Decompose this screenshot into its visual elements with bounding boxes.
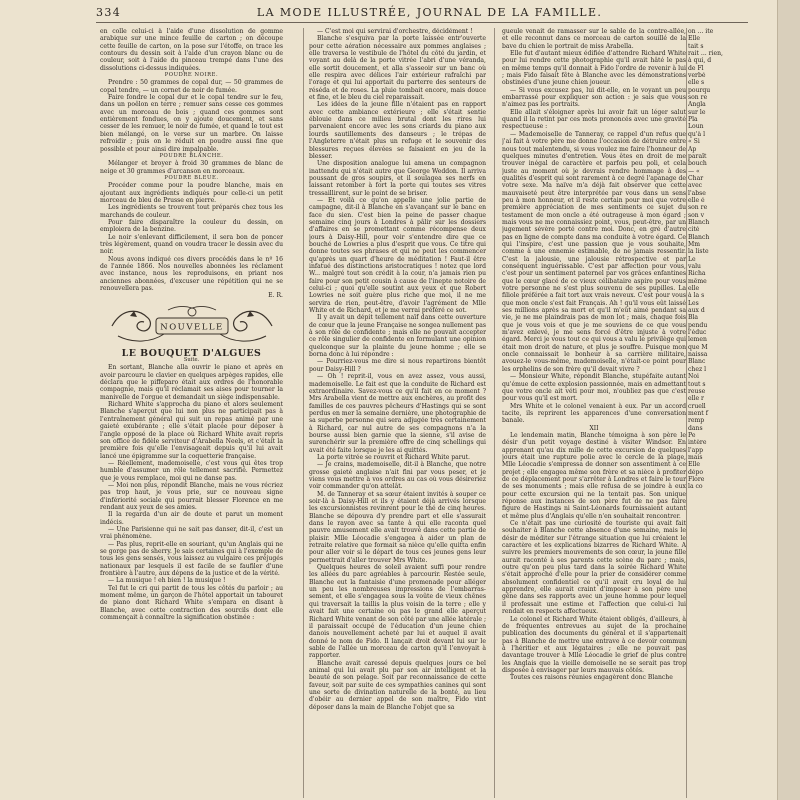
text-fragment: remp — [688, 417, 705, 425]
paragraph: Blanche s'esquiva par la porte laissée entr'ouverte pour cette aération nécessaire aux pommes anglaises ; elle traversa le vestibule de l'hôtel du côté du jardin, et voyant au delà de la porte vitrée l'abri d'une véranda, elle sortit doucement, et alla s'asseoir sur un banc où elle respira avec délices l'air extérieur rafraîchi par l'orage et qui lui apportait du parterre des senteurs de réséda et de roses. La pluie tombait encore, mais douce et fine, et le bleu du ciel reparaissait. — [309, 35, 486, 102]
text-fragment: elle é — [688, 196, 705, 204]
text-fragment: intère — [688, 439, 707, 447]
text-fragment: dépo — [688, 468, 704, 476]
text-fragment: Mm — [688, 240, 701, 248]
paragraph: — Et voilà ce qu'on appelle une jolie partie de campagne, dit-il à Blanche en s'avançant sur le banc en face du sien. C'est bien la peine de passer chaque semaine cinq jours à Londres à pâlir sur les dossiers d'affaires en se promettant comme récompense deux jours à Daisy-Hill, pour voir s'entendre dire que ce bouché de Lowries a plus d'esprit que vous. Ce titre qui donne toutes ses phrases et qui ne peut les commencer qu'après un quart d'heure de méditation ! Faut-il être infatué des distinctions aristocratiques ! notez que lord W... malgré tout son crédit à la cour, n'a jamais rien pu faire pour son petit cousin à cause de l'inepte notoire de celui-ci ; quoi qu'elle soutint aux yeux et que Robert Lowries ne soit guère plus riche que moi, il ne me servira de rien, peut-être, d'avoir l'agrément de Mlle White et de Richard, et je me verrai préféré ce sot. — [309, 196, 486, 315]
paragraph: Mrs White et le colonel venaient à eux. Par un accord tacite, ils reprirent les apparences d'une conversation banale. — [502, 402, 686, 425]
text-fragment: la liste — [688, 248, 709, 256]
text-fragment: Pe — [688, 431, 696, 439]
page-number: 334 — [96, 6, 122, 19]
paragraph: Le colonel et Richard White étaient obligés, d'ailleurs, à de fréquentes entrevues au sujet de la prochaine publication des documents du général et il s'appartenait pas à Blanche de mettre une entrave à ce devoir commun à l'héritier et aux légataires ; elle ne pouvait pas davantage trouver à Mlle Léocadie le grief de plus contre les Anglais que la vieille demoiselle ne se serait pas trop disposée à envisager par leurs mauvais côtés. — [502, 615, 686, 674]
paragraph: — Oh ! reprit-il, vous en avez assez, vous aussi, mademoiselle. Le fait est que la conduite de Richard est extraordinaire. Savez-vous ce qu'il fait en ce moment ? Mrs Arabella vient de mettre aux enchères, au profit des familles de ces pauvres pêcheurs d'Hastings qui se sont perdus en mer la semaine dernière, une photographie de sa superbe personne qui sera adjugée très certainement à Richard, car nul autre de ses compagnons n'a la bourse aussi bien garnie que la sienne, s'il avise de surenchérir sur la première offre de cinq schellings qui avait été faite lorsque je les ai quittés. — [309, 373, 486, 454]
text-fragment: Elle — [688, 35, 700, 43]
text-fragment: Blanc — [688, 358, 706, 366]
text-fragment: même — [688, 277, 707, 285]
text-fragment: Noi — [688, 373, 699, 381]
text-fragment: « Si — [688, 138, 700, 146]
paragraph: — Monsieur White, répondit Blanche, stupéfaite autant qu'émue de cette explosion passionnée, mais en admettant que votre oncle ait véti pour moi, n'oubliez pas que c'est pour vous qu'il est mort. — [502, 373, 686, 403]
paragraph: — Pas plus, reprit-elle en souriant, qu'un Anglais qui ne se gorge pas de sherry. Je sais certaines qui à l'exemple de tous les gens sensés, vous laissez au vulgaire ces préjugés nationaux par lesquels il est facile de se faufiler d'une frontière à l'autre, aux dépens de la justice et de la vérité. — [100, 540, 283, 578]
paragraph: gueule venait de ramasser sur le sable de la contre-allée, et elle reconnut dans ce morceau de carton souillé de la bave du chien le portrait de miss Arabella. — [502, 28, 686, 50]
text-fragment: Ap — [688, 145, 697, 153]
text-fragment: elle s — [688, 79, 705, 87]
column-3 — [502, 28, 686, 796]
paragraph: — Si vous excusez pas, lui dit-elle, en le voyant un peu embarrassé pour expliquer son action : je sais que vous n'aimez pas les portraits. — [502, 86, 686, 109]
header-rule — [96, 22, 748, 23]
text-fragment: la co — [688, 483, 703, 491]
banner-label: NOUVELLE — [159, 322, 224, 333]
paragraph: — Mademoiselle de Tanneray, ce rappel d'un refus que j'ai fait à votre père me donne l'occasion de détruire entre nous tout malentendu, si vous voulez me faire l'honneur de quelques minutes d'entretien. Vous êtes en droit de me trouver inégal de caractère et parfois peu poli, et cela juste au moment où je devrais rendre hommage à des qualités d'esprit qui sont rarement à ce degré l'apanage de votre sexe. Ma naïve m'a déjà fait observer que cette mauvaiseté peut être interprétée par vous dans un sens peu à mon honneur, et il reste certain pour moi que votre première appréciation de mes sentiments ce sujet du testament de mon oncle a été outrageuse à mon égard ; mais vous ne me connaissiez point, vous, peut-être, par un jugement sévère porté contre moi. Donc, en gré d'autre pas en ligne de compte dans ma conduite à votre égard. Ce qui l'inspire, c'est une passion que je vous souhaite, comme à une ennemie estimable, de ne jamais ressentir. C'est la jalousie, une jalousie rétrospective et par conséquent inguérissable. C'est par affection pour vous, c'est pour un sentiment paternel par vos grâces enfantines que le cœur glacé de ce vieux célibataire aspire pour vous votre personne ne s'est plus souvenu de ses pupilles. La filiole préférée a fait tort aux vrais neveux. C'est pour vous que mon oncle s'est fait Français. Ah ! qu'il vous eût laissé ses millions après sa mort et qu'il m'eût aimé pendant sa vie, je ne me plaindrais pas de mon lot ; mais, chaque fois que je vous vois et que je me souviens de ce que vous m'avez enlevé, je me sens forcé d'être injuste à votre égard. Merci je vous tout ce qui vous a valu le privilège qui était mon droit de nature, et plus je souffre. Puisque mon oncle connaissait le bonheur à sa carrière militaire, avouez-le vous-même, mademoiselle, n'était-ce point pour les orphelins de son frère qu'il devait vivre ? — [502, 130, 686, 373]
text-fragment: à la s — [688, 292, 705, 300]
text-fragment: à qui, d — [688, 57, 712, 65]
story-title: LE BOUQUET D'ALGUES — [121, 347, 262, 359]
paragraph: Elle fut d'autant mieux édifiée d'attendre Richard White pour lui rendre cette photographie qu'il avait hâté le pas en même temps qu'il donnait à Fido l'ordre de revenir à lui ; mais Fido faisait fête à Blanche avec les démonstrations obstinées d'une jeune chien joueur. — [502, 50, 686, 87]
text-fragment: bouch — [688, 160, 707, 168]
page-edge-shadow — [777, 0, 800, 800]
paragraph: — Pourriez-vous me dire si nous repartirons bientôt pour Daisy-Hill ? — [309, 358, 486, 373]
text-fragment: qu'à l — [688, 130, 706, 138]
text-fragment: tait s — [688, 42, 704, 50]
column-divider — [686, 28, 687, 798]
paragraph: Il la regarda d'un air de doute et parut un moment indécis. — [100, 511, 283, 526]
paragraph: Pour faire disparaître la couleur du dessin, on emploiera de la benzine. — [100, 218, 283, 234]
paragraph: Faire fondre le copal dur et le copal tendre sur le feu, dans un poêlon en terre ; remuer sans cesse ces gommes avec un morceau de bois ; quand ces gommes sont entièrement fondues, on y ajoute doucement, et sans cesser de les remuer, le noir de fumée, et quand le tout est bien mélangé, on le verse sur un marbre. On laisse refroidir ; puis on le réduit en poudre aussi fine que possible et pour ainsi dire impalpable. — [100, 94, 283, 153]
text-fragment: Elle — [688, 461, 700, 469]
paragraph: Le noir s'enlevant difficilement, il sera bon de poncer très légèrement, quand on voudra tracer le dessin avec du noir. — [100, 233, 283, 256]
page-header — [96, 6, 748, 22]
ornament-banner-graphic — [108, 304, 276, 348]
text-fragment: Angla — [688, 101, 706, 109]
text-fragment: sur le — [688, 108, 706, 116]
paragraph: M. de Tanneray et sa sœur étaient invités à souper ce soir-là à Daisy-Hill et ils y étaient déjà arrivés lorsque les excursionnistes revinrent pour le thé de cinq heures. Blanche se dépouva d'y prendre part et elle s'assurait dans le rayon avec sa tante à qui elle raconta quel pauvre amusement elle avait trouvé dans cette partie de plaisir. Mlle Léocadie s'engagea à aider un plan de retraite relative que formait sa nièce qu'elle quitta enfin pour aller voir si le départ de tous ces jeunes gens leur permettrait d'aller trouver Mrs White. — [309, 490, 486, 564]
column-4-partial — [688, 28, 772, 796]
journal-title: LA MODE ILLUSTRÉE, JOURNAL DE LA FAMILLE. — [256, 6, 603, 19]
text-fragment: de Fl — [688, 64, 704, 72]
paragraph: — Une Parisienne qui ne sait pas danser, dit-il, c'est un vrai phénomène. — [100, 525, 283, 541]
text-fragment: Flore — [688, 475, 705, 483]
section-heading: POUDRE BLANCHE. — [159, 152, 224, 159]
text-fragment: l'abse — [688, 189, 706, 197]
paragraph: — Réellement, mademoiselle, c'est vous qui êtes trop humble d'assumer un rôle tellement sacrifié. Permettez que je vous remplace, moi qui ne danse pas. — [100, 459, 283, 482]
text-fragment: avec — [688, 182, 703, 190]
text-fragment: l'éduc — [688, 329, 707, 337]
paragraph: Une disposition analogue lui amena un compagnon inattendu qui n'était autre que George Weddon. Il arriva poussant de gros soupirs, et il soulagea ses nerfs en laissant retomber à fort la porte qui toutes ses vitres tressaillirent, sur le point de se briser. — [309, 160, 486, 197]
column-1 — [100, 28, 283, 796]
text-fragment: on ... ite — [688, 28, 714, 35]
paragraph: Blanche avait caressé depuis quelques jours ce bel animal qui lui avait plu par son air intelligent et la beauté de son pelage. Soit par reconnaissance de cette faveur, soit par suite de ces sympathies canines qui sont une sorte de divination naturelle de la bonté, au lieu d'obéir au dernier appel de son maître, Fido vint déposer dans la main de Blanche l'objet que sa — [309, 659, 486, 711]
text-fragment: Pla — [688, 116, 698, 124]
text-fragment: cité — [688, 226, 700, 234]
paragraph: — La musique ! eh bien ! la musique ! — [108, 577, 226, 585]
paragraph: Prendre : 50 grammes de copal dur, — 50 grammes de copal tendre, — un cornet de noir de fumée. — [100, 79, 283, 94]
paragraph: En sortant, Blanche alla ouvrir le piano et après en avoir parcouru le clavier en quelques arpèges rapides, elle déclara que le piffераro était aux ordres de l'honorable compagnie, mais qu'il réclamait ses aises pour tourner la manivelle de l'orgue et demandait un siège indispensable. — [100, 364, 283, 401]
text-fragment: valu — [688, 263, 701, 270]
text-fragment: — « — [688, 167, 700, 175]
text-fragment: l'app — [688, 446, 704, 454]
chapter-number: XII — [589, 424, 599, 432]
text-fragment: son v — [688, 211, 705, 219]
text-fragment: paraît — [688, 152, 707, 160]
paragraph: Procéder comme pour la poudre blanche, mais en ajoutant aux ingrédients indiqués pour celle-ci un petit morceau de bleu de Prusse en pierre. — [100, 182, 283, 204]
text-fragment: tout s — [688, 380, 706, 388]
text-fragment: reuse — [688, 387, 706, 395]
paragraph: Mélanger et broyer à froid 30 grammes de blanc de neige et 30 grammes d'arcanson en morceaux. — [100, 160, 283, 175]
paragraph: — Moi non plus, répondit Blanche, mais ne vous récriez pas trop haut, je vous prie, sur ce nouveau signe d'infériorité sociale qui pourrait blesser Florence en me rendant aux yeux de ses amies. — [100, 481, 283, 511]
text-fragment: Bla — [688, 314, 699, 322]
text-fragment: rait ... rien, — [688, 50, 723, 58]
text-fragment: pourqu — [688, 86, 711, 94]
paragraph: — Je crains, mademoiselle, dit-il à Blanche, que notre grosse gaieté anglaise n'ait fini par vous peser, et je viens vous mettre à vos ordres au cas où vous désireriez voir commander qu'on attelât. — [309, 461, 486, 491]
text-fragment: Les — [688, 299, 699, 307]
paragraph: Tel fut le cri qui partit de tous les côtés du parloir ; au moment même, un garçon de l'hôtel apportait un tabouret de piano dont Richard White s'empara en disant à Blanche, avec cette contraction des sourcils dont elle commençait à connaître la signification obstinée : — [100, 584, 283, 622]
column-divider — [303, 28, 304, 798]
text-fragment: que M — [688, 343, 708, 351]
section-heading: POUDRE BLEUE. — [164, 174, 219, 181]
text-fragment: lemen — [688, 336, 707, 344]
paragraph: La porte vitrée se rouvrit et Richard White parut. — [317, 453, 470, 461]
text-fragment: Le — [688, 255, 696, 263]
text-fragment: elle r — [688, 395, 704, 403]
column-divider — [494, 28, 495, 798]
text-fragment: elle — [688, 285, 700, 293]
paragraph: — C'est moi qui servirai d'orchestre, décidément ! — [317, 28, 473, 35]
paragraph: Nous avons indiqué ces divers procédés dans le nº 16 de l'année 1866. Nos nouvelles abonnées les réclament avec instance, nous les reproduisons, en priant nos anciennes abonnées, d'excuser une répétition qui ne se renouvellera pas. — [100, 255, 283, 293]
text-fragment: Char — [688, 174, 704, 182]
text-fragment: ment f — [688, 409, 708, 417]
paragraph: Toutes ces raisons réunies engagèrent donc Blanche — [510, 674, 673, 682]
text-fragment: verbé — [688, 72, 706, 80]
text-fragment: aux d — [688, 307, 705, 315]
paragraph: en colle celui-ci à l'aide d'une dissolution de gomme arabique sur une mince feuille de carton ; on découpe cette feuille de carton, on la pose sur l'étoffe, on trace les contours du dessin soit à l'aide d'un crayon blanc ou de couleur, soit à l'aide du pinceau trempé dans l'une des dissolutions ci-dessus indiquées. — [100, 28, 283, 72]
article-signature: E. R. — [268, 292, 283, 300]
text-fragment: dans — [688, 424, 703, 432]
text-fragment: chez l — [688, 365, 707, 373]
paragraph: Ce n'était pas une curiosité de touriste qui avait fait souhaiter à Blanche cette absence d'une semaine, mais le désir de méditer sur l'étrange situation que lui créaient le caractère et les explications bizarres de Richard White. A suivre les premiers mouvements de son cœur, la jeune fille aurait raconté à ses parents cette scène du parc ; mais, outre qu'on peu plus tard dans la soirée Richard White s'était approché d'elle pour la prier de considérer comme absolument confidentiel ce qu'il avait cru loyal de lui apprendre, elle aurait craint d'imposer à son père une gêne dans ses rapports avec un jeune homme pour lequel il professait une estime et l'affection que celui-ci lui rendait en respects affectueux. — [502, 520, 686, 616]
paragraph: Elle allait s'éloigner après lui avoir fait un léger salut quand il la retint par ces mots prononcés avec une gravité respectueuse : — [502, 108, 686, 131]
text-fragment: Blanch — [688, 233, 710, 241]
text-fragment: Loun — [688, 123, 704, 131]
text-fragment: Richa — [688, 270, 706, 278]
text-fragment: son re — [688, 94, 708, 102]
paragraph: Le lendemain matin, Blanche témoigna à son père le désir d'un petit voyage destiné à visiter Windsor. En apprenant qu'au dix mille de cette excursion de quelques jours était une rupture polie avec le cercle de la plage, Mlle Léocadie s'empressa de donner son assentiment à ce projet ; elle engagea même son frère et sa nièce à profiter de ce déplacement pour s'arrêter à Londres et faire le tour de ses monuments ; mais elle refusa de se joindre à eux pour cette excursion qui ne la tentait pas. Son unique réponse aux instances de son père fut de ne pas faire figure de Hastings ni Saint-Léonards fournissaient autant et même plus d'Anglais qu'elle n'en souhaitait rencontrer. — [502, 431, 686, 520]
text-fragment: pendu — [688, 321, 708, 329]
text-fragment: cruell — [688, 402, 706, 410]
paragraph: Richard White s'approcha du piano et alors seulement Blanche s'aperçut que lui non plus ne participait pas à l'entraînement général qui suit un repas animé par une gaieté exubérante ; elle s'était placée pour déposer à l'angle opposé de la place où Richard White avait repris son office de fidèle serviteur d'Arabella Neels, et c'était la première fois qu'elle l'envisageait depuis qu'il lui avait lancé une épigramme sur la coquetterie française. — [100, 401, 283, 460]
column-2 — [309, 28, 486, 796]
paragraph: Les idées de la jeune fille n'étaient pas en rapport avec cette ambiance extérieure ; elle s'était sentie éblouie dans ce milieu brutal dont les rires lui parvenaient encore avec les sons criards du piano aux lourds sautillements des danseurs ; le trépas de l'Angleterre n'était plus un refuge et le souvenir des blessures reçues élevées se faisaient en jeu de la blesser. — [309, 101, 486, 160]
text-fragment: Blanch — [688, 218, 710, 226]
text-fragment: son re — [688, 204, 708, 212]
paragraph: Il y avait un dépit tellement naïf dans cette ouverture de cœur que la jeune Française ne songea nullement pas à son rôle de confidente ; mais elle ne pouvait accepter ce rôle singulier de confidente en formulant une opinion quelconque sur la plainte du jeune homme ; elle se borna donc à lui répondre : — [309, 314, 486, 359]
text-fragment: naissa — [688, 351, 708, 359]
story-subtitle: Suite. — [183, 357, 200, 364]
nouvelle-banner — [108, 304, 276, 348]
text-fragment: mais — [688, 453, 703, 461]
paragraph: Quelques heures de soleil avaient suffi pour rendre les allées du parc agréables à parcourir. Restée seule, Blanche eut la fantaisie d'une promenade pour alléger un peu les nombreuses impressions de l'embarras-sement, et elle s'engagea sous la voûte de vieux chênes qui traversait la taillis la plus voisin de la terre ; elle y avait fait une certaine où pas le grand elle aperçut Richard White venant de son côté par une allée latérale ; il paraissait occupé de l'éducation d'un jeune chien danois nouvellement acheté par lui et auquel il avait donné le nom de Fido. Il lançait droit devant lui sur le sable de l'allée un morceau de carton qu'il l'envoyait à rapporter. — [309, 564, 486, 660]
section-heading: POUDRE NOIRE. — [164, 72, 219, 79]
paragraph: Les ingrédients se trouvent tout préparés chez tous les marchands de couleur. — [100, 204, 283, 219]
